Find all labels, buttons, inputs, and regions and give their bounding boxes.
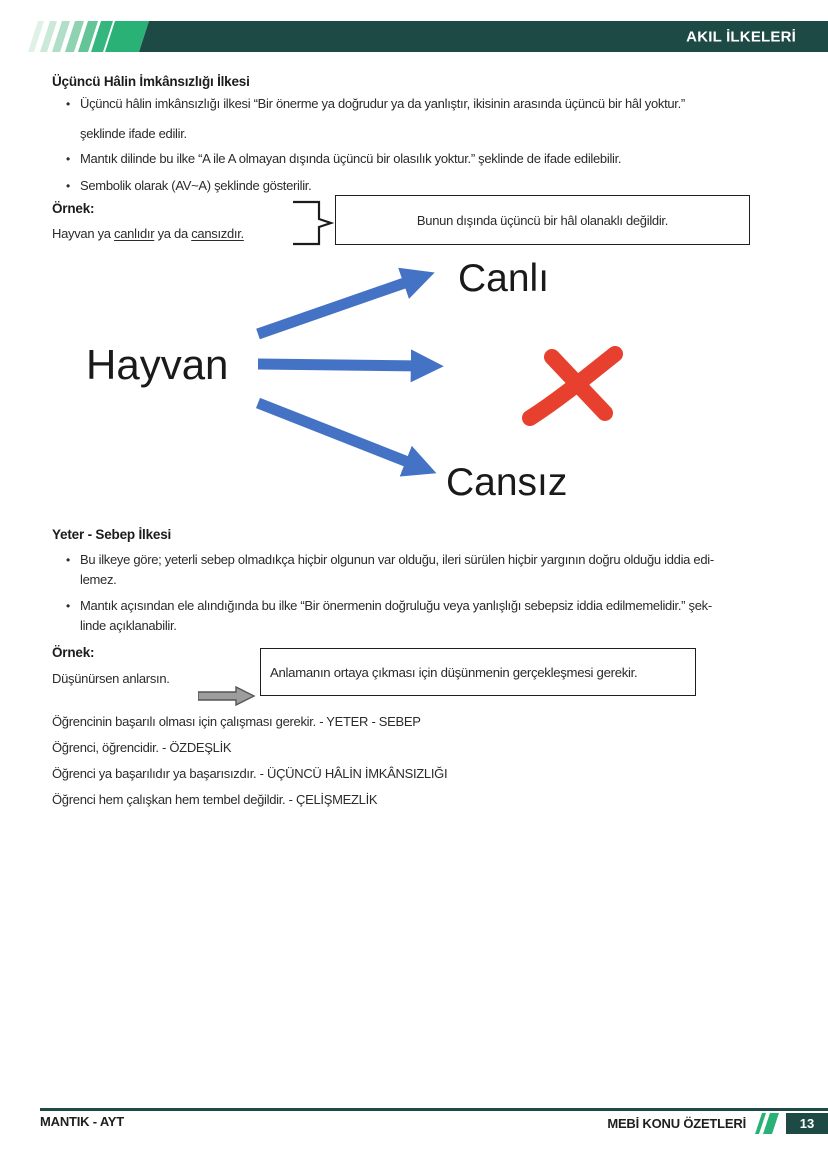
summary-line: Öğrenci hem çalışkan hem tembel değildir. - ÇELİŞMEZLİK: [52, 792, 378, 807]
page-title: AKIL İLKELERİ: [686, 28, 796, 45]
bullet-text: Bu ilkeye göre; yeterli sebep olmadıkça hiçbir olgunun var olduğu, ileri sürülen hiçbir yargının doğru olduğu iddia edi-: [80, 552, 714, 567]
example-pre: Hayvan ya: [52, 226, 115, 241]
bullet-marker: •: [66, 553, 71, 567]
example-underlined-1: canlıdır: [114, 226, 155, 241]
example-underlined-2: cansızdır.: [191, 226, 244, 241]
example-label: Örnek:: [52, 201, 95, 216]
brace-icon: [292, 198, 334, 248]
summary-line: Öğrencinin başarılı olması için çalışması gerekir. - YETER - SEBEP: [52, 714, 421, 729]
bullet-text: Sembolik olarak (AV~A) şeklinde gösterilir.: [80, 178, 312, 193]
arrow-to-cross-icon: [258, 364, 424, 366]
page-header: [0, 21, 828, 52]
callout-box-sufficient-reason: [260, 648, 696, 696]
diagram-root-label: Hayvan: [86, 341, 229, 388]
section-heading-excluded-middle: Üçüncü Hâlin İmkânsızlığı İlkesi: [52, 74, 250, 89]
example-sentence: [52, 226, 244, 241]
page-number-badge: [786, 1113, 828, 1134]
bullet-text: Üçüncü hâlin imkânsızlığı ilkesi “Bir önerme ya doğrudur ya da yanlıştır, ikisinin arasında üçüncü bir hâl yoktur.”: [80, 96, 685, 111]
arrow-to-canli-icon: [258, 279, 416, 334]
bullet-text: linde açıklanabilir.: [80, 618, 177, 633]
diagram-inanimate-label: Cansız: [446, 461, 568, 504]
callout-text: Anlamanın ortaya çıkması için düşünmenin gerçekleşmesi gerekir.: [270, 664, 638, 680]
page-number: 13: [799, 1115, 815, 1131]
footer-rule: [40, 1108, 828, 1111]
arrow-to-cansiz-icon: [258, 403, 418, 466]
example-label: Örnek:: [52, 645, 95, 660]
summary-line: Öğrenci, öğrencidir. - ÖZDEŞLİK: [52, 740, 232, 755]
bullet-marker: •: [66, 97, 71, 111]
footer-left-label: MANTIK - AYT: [40, 1114, 125, 1129]
bullet-text: Mantık dilinde bu ilke “A ile A olmayan dışında üçüncü bir olasılık yoktur.” şeklinde de ifade edilebilir.: [80, 151, 622, 166]
callout-box-excluded-middle: [335, 195, 750, 245]
excluded-middle-diagram: [80, 250, 640, 512]
footer-right-group: [607, 1112, 828, 1134]
callout-text: Bunun dışında üçüncü bir hâl olanaklı değildir.: [416, 212, 669, 228]
bullet-marker: •: [66, 599, 71, 613]
footer-stripes-icon: [753, 1113, 779, 1134]
footer-right-label: MEBİ KONU ÖZETLERİ: [607, 1115, 746, 1131]
bullet-marker: •: [66, 152, 71, 166]
summary-line: Öğrenci ya başarılıdır ya başarısızdır. - ÜÇÜNCÜ HÂLİN İMKÂNSIZLIĞI: [52, 766, 448, 781]
section-heading-sufficient-reason: Yeter - Sebep İlkesi: [52, 527, 172, 542]
right-arrow-icon: [198, 686, 256, 706]
diagram-alive-label: Canlı: [458, 257, 550, 300]
bullet-text: şeklinde ifade edilir.: [80, 126, 187, 141]
red-cross-icon: [530, 354, 615, 418]
bullet-marker: •: [66, 179, 71, 193]
example-mid: ya da: [154, 226, 192, 241]
example-sentence: Düşünürsen anlarsın.: [52, 671, 170, 686]
bullet-text: lemez.: [80, 572, 117, 587]
bullet-text: Mantık açısından ele alındığında bu ilke “Bir önermenin doğruluğu veya yanlışlığı sebepsiz iddia edilmemelidir.” şek-: [80, 598, 712, 613]
